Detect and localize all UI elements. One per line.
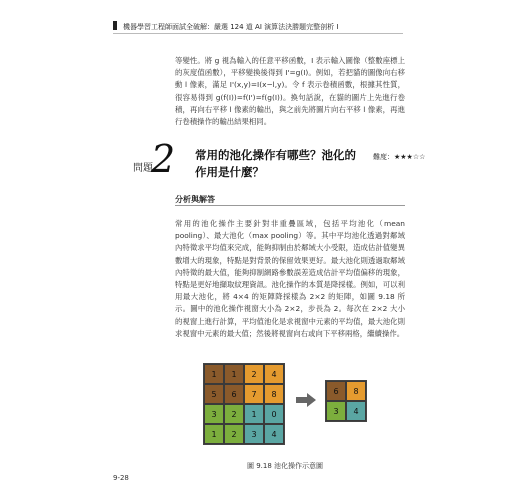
matrix-cell: 3 xyxy=(326,401,346,421)
matrix-cell: 3 xyxy=(244,424,264,444)
matrix-cell: 5 xyxy=(204,384,224,404)
running-header xyxy=(113,20,403,34)
intro-paragraph: 等變性。將 g 視為輸入的任意平移函數，I 表示輸入圖像（整數座標上的灰度值函數），平移變換後得到 I'=g(I)。例如，若把貓的圖像向右移動 l 像素，滿足 I'(x,y)=I(x−l,y)。令 f 表示卷積函數，根據其性質，很容易得到 g(f(I))=f(I')=f(g(I))。換句話說，在貓的圖片上先進行卷積，再向右平移 l 像素的輸出，與之前先將圖片向右平移 l 像素，再進行卷積操作的輸出結果相同。 xyxy=(175,56,405,127)
answer-paragraph: 常用的池化操作主要針對非重疊區域，包括平均池化（mean pooling）、最大池化（max pooling）等。其中平均池化透過對鄰域內特徵求平均值來完成，能夠抑制由於鄰域大小受限，造成估計值變異數增大的現象，特點是對背景的保留效果更好。最大池化則透過取鄰域內特徵的最大值，能夠抑制網路參數誤差造成估計平均值偏移的現象，特點是更好地擷取紋理資訊。池化操作的本質是降採樣。例如，可以利用最大池化，將 4×4 的矩陣降採樣為 2×2 的矩陣，如圖 9.18 所示。圖中的池化操作視窗大小為 2×2，步長為 2。每次在 2×2 大小的視窗上進行計算，平均值池化是求視窗中元素的平均值，最大池化則求視窗中元素的最大值；然後將視窗向右或向下平移兩格，繼續操作。 xyxy=(175,219,405,338)
matrix-cell: 4 xyxy=(264,364,284,384)
question-number: 2 xyxy=(151,137,176,181)
section-heading: 分析與解答 xyxy=(175,195,215,204)
output-matrix xyxy=(325,380,367,422)
header-divider xyxy=(113,33,403,34)
input-matrix xyxy=(203,363,285,445)
header-text: 機器學習工程師面試全破解：嚴選 124 道 AI 演算法決勝題完整剖析 Ⅰ xyxy=(123,23,339,31)
matrix-cell: 7 xyxy=(244,384,264,404)
difficulty-rating: 難度：★★★☆☆ xyxy=(373,153,426,161)
arrow-right-icon xyxy=(296,393,316,407)
matrix-cell: 1 xyxy=(244,404,264,424)
matrix-cell: 1 xyxy=(224,364,244,384)
header-marker xyxy=(113,21,117,30)
matrix-cell: 8 xyxy=(346,381,366,401)
page-number: 9-28 xyxy=(113,474,129,482)
question-label: 問題 xyxy=(133,163,153,174)
matrix-cell: 3 xyxy=(204,404,224,424)
matrix-cell: 0 xyxy=(264,404,284,424)
matrix-cell: 1 xyxy=(204,364,224,384)
matrix-cell: 2 xyxy=(224,424,244,444)
matrix-cell: 2 xyxy=(224,404,244,424)
matrix-cell: 8 xyxy=(264,384,284,404)
question-title: 常用的池化操作有哪些？池化的作用是什麼？ xyxy=(195,148,356,179)
matrix-cell: 4 xyxy=(264,424,284,444)
matrix-cell: 6 xyxy=(326,381,346,401)
section-divider xyxy=(175,205,405,206)
figure-caption: 圖 9.18 池化操作示意圖 xyxy=(247,462,324,470)
matrix-cell: 6 xyxy=(224,384,244,404)
matrix-cell: 4 xyxy=(346,401,366,421)
matrix-cell: 2 xyxy=(244,364,264,384)
matrix-cell: 1 xyxy=(204,424,224,444)
